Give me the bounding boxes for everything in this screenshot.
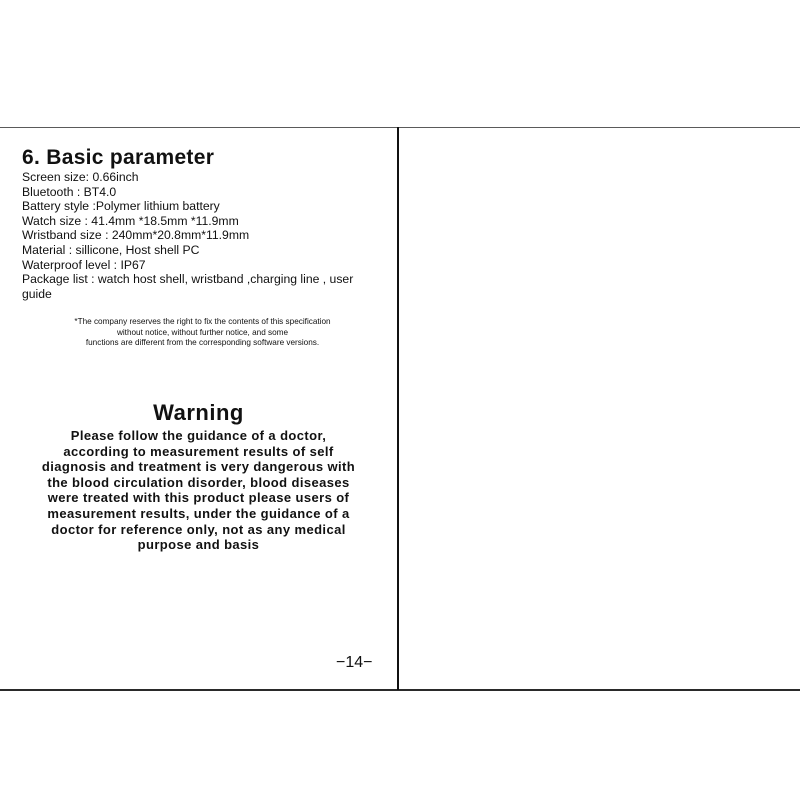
warning-title: Warning: [153, 400, 244, 425]
disclaimer-line: without notice, without further notice, and some: [116, 327, 289, 337]
disclaimer-note: [20, 317, 385, 349]
param-battery-style: Battery style :Polymer lithium battery: [22, 199, 220, 214]
param-bluetooth: Bluetooth : BT4.0: [22, 184, 117, 199]
param-screen-size: Screen size: 0.66inch: [22, 170, 139, 184]
frame-bottom-border: [0, 689, 800, 691]
page-number: −14−: [336, 654, 373, 671]
warning-line: measurement results, under the guidance of a: [47, 505, 350, 521]
warning-text: [10, 428, 387, 553]
left-page: [0, 128, 397, 689]
warning-line: according to measurement results of self: [63, 443, 334, 459]
warning-line: diagnosis and treatment is very dangerous with: [41, 459, 356, 475]
warning-line: doctor for reference only, not as any medical: [51, 521, 346, 537]
warning-line: were treated with this product please users of: [47, 490, 350, 506]
disclaimer-line: functions are different from the corresponding software versions.: [85, 338, 320, 348]
section-title: 6. Basic parameter: [22, 146, 215, 169]
param-package-list: Package list : watch host shell, wristband ,charging line , user guide: [22, 272, 354, 301]
right-page-blank: [399, 128, 800, 689]
disclaimer-line: *The company reserves the right to fix the contents of this specification: [74, 317, 331, 326]
param-waterproof-level: Waterproof level : IP67: [22, 257, 146, 272]
warning-line: purpose and basis: [137, 537, 260, 553]
parameter-list: [22, 170, 382, 301]
param-watch-size: Watch size : 41.4mm *18.5mm *11.9mm: [22, 213, 239, 228]
param-material: Material : sillicone, Host shell PC: [22, 242, 200, 257]
param-wristband-size: Wristband size : 240mm*20.8mm*11.9mm: [22, 228, 250, 243]
warning-line: the blood circulation disorder, blood diseases: [47, 474, 350, 490]
warning-line: Please follow the guidance of a doctor,: [70, 428, 327, 443]
